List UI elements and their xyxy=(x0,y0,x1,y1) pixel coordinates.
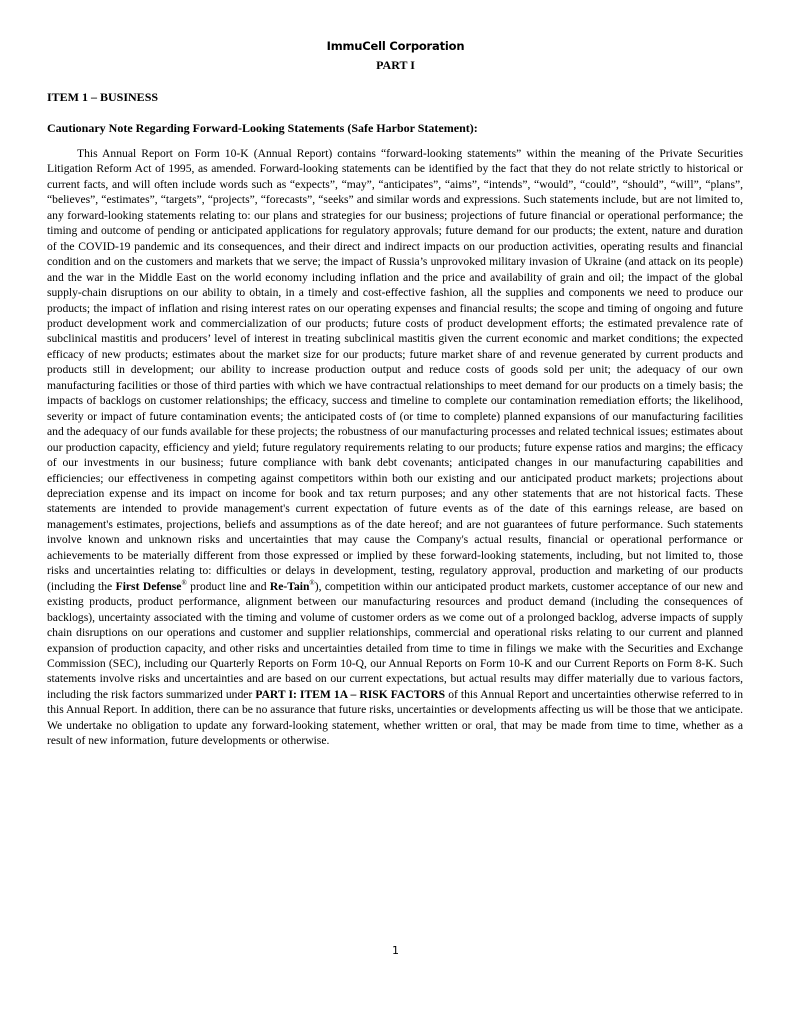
cautionary-note-paragraph xyxy=(47,146,743,749)
risk-factors-reference: PART I: ITEM 1A – RISK FACTORS xyxy=(255,687,446,701)
brand-re-tain: Re-Tain xyxy=(269,579,310,593)
page-number: 1 xyxy=(392,944,399,957)
section-heading: Cautionary Note Regarding Forward-Looking Statements (Safe Harbor Statement): xyxy=(47,121,478,135)
registered-mark: ® xyxy=(309,578,315,587)
item-title: ITEM 1 – BUSINESS xyxy=(47,90,159,104)
company-header: ImmuCell Corporation xyxy=(326,39,465,53)
paragraph-text: product line and xyxy=(186,579,270,593)
brand-first-defense: First Defense xyxy=(115,579,182,593)
registered-mark: ® xyxy=(181,578,187,587)
paragraph-text: ), competition within our anticipated product markets, customer acceptance of our new and existing products, product performance, alignment between our manufacturing resources and product demand (including the consequences of backlogs), uncertainty associated with the timing and volume of customer orders as we come out of a prolonged backlog, adverse impacts of supply chain disruptions on our operations and customer and supplier relationships, commercial and operational risks relating to our current and planned expansion of production capacity, and other risks and uncertainties detailed from time to time in filings we make with the Securities and Exchange Commission (SEC), including our Quarterly Reports on Form 10-Q, our Annual Reports on Form 10-K and our Current Reports on Form 8-K. Such statements involve risks and uncertainties and are based on our current expectations, but actual results may differ materially due to various factors, including the risk factors summarized under xyxy=(47,579,743,701)
paragraph-text: This Annual Report on Form 10-K (Annual Report) contains “forward-looking statements” within the meaning of the Private Securities Litigation Reform Act of 1995, as amended. Forward-looking statements can be identified by the fact that they do not relate strictly to historical or current facts, and will often include words such as “expects”, “may”, “anticipates”, “aims”, “intends”, “would”, “could”, “should”, “will”, “plans”, “believes”, “estimates”, “targets”, “projects”, “forecasts”, “seeks” and similar words and expressions. Such statements include, but are not limited to, any forward-looking statements relating to: our plans and strategies for our business; projections of future financial or operational performance; the timing and outcome of pending or anticipated applications for regulatory approvals; future demand for our products; the extent, nature and duration of the COVID-19 pandemic and its consequences, and their direct and indirect impacts on our production activities, operating results and financial condition and on the customers and markets that we serve; the impact of Russia’s unprovoked military invasion of Ukraine (and attack on its people) and the war in the Middle East on the world economy including inflation and the price and availability of grain and oil; the impact of the global supply-chain disruptions on our ability to obtain, in a timely and cost-effective fashion, all the supplies and components we need to produce our products; the impact of inflation and rising interest rates on our operating expenses and financial results; the scope and timing of ongoing and future product development work and commercialization of our products; future costs of product development efforts; the estimated prevalence rate of subclinical mastitis and producers’ level of interest in treating subclinical mastitis given the current economic and market conditions; the expected efficacy of new products; estimates about the market size for our products; future market share of and revenue generated by current products and products still in development; our ability to increase production output and reduce costs of goods sold per unit; the adequacy of our own manufacturing facilities or those of third parties with which we have contractual relationships to meet demand for our products on a timely basis; the impacts of backlogs on customer relationships; the efficacy, success and timeline to complete our contamination remediation efforts; the likelihood, severity or impact of future contamination events; the anticipated costs of (or time to complete) planned expansions of our manufacturing facilities and the adequacy of our funds available for these projects; the robustness of our manufacturing processes and related technical issues; estimates about our production capacity, efficiency and yield; future regulatory requirements relating to our products; future expense ratios and margins; the efficacy of our investments in our business; future compliance with bank debt covenants; anticipated changes in our manufacturing capabilities and efficiencies; our effectiveness in competing against competitors within both our existing and our anticipated product markets; projections about depreciation expense and its impact on income for book and tax return purposes; and any other statements that are not historical facts. These statements are intended to provide management's current expectation of future events as of the date of this earnings release, are based on management's estimates, projections, beliefs and assumptions as of the date hereof; and are not guarantees of future performance. Such statements involve known and unknown risks and uncertainties that may cause the Company's actual results, financial or operational performance or achievements to be materially different from those expressed or implied by these forward-looking statements, including, but not limited to, those risks and uncertainties relating to: difficulties or delays in development, testing, regulatory approval, production and marketing of our products (including the xyxy=(47,147,743,593)
paragraph-text: of this Annual Report and uncertainties otherwise referred to in this Annual Report. In addition, there can be no assurance that future risks, uncertainties or developments affecting us will be those that we anticipate. We undertake no obligation to update any forward-looking statement, whether written or oral, that may be made from time to time, whether as a result of new information, future developments or otherwise. xyxy=(47,687,743,748)
part-title: PART I xyxy=(376,58,415,72)
